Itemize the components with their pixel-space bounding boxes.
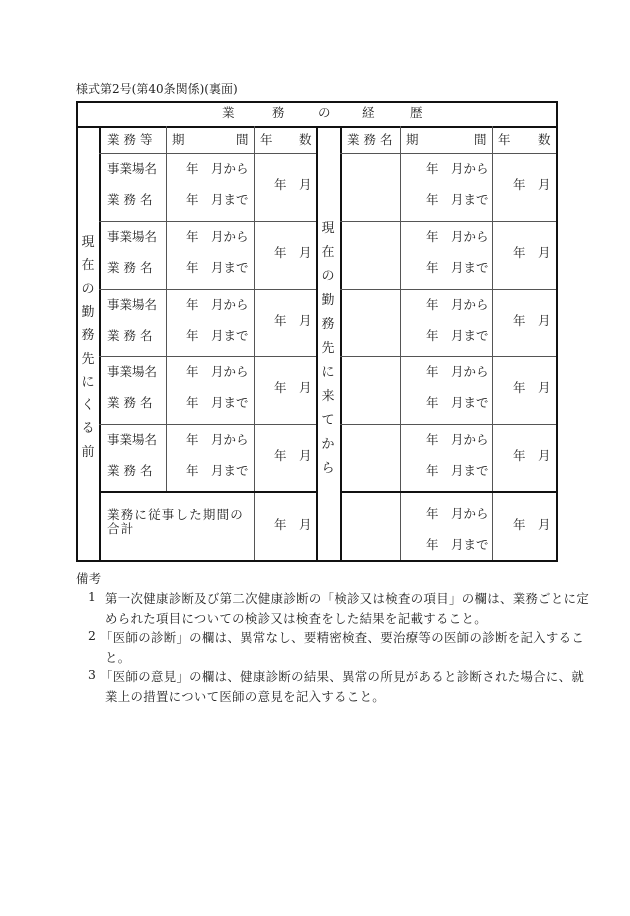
table-heading-char: 務 xyxy=(272,105,285,120)
table-heading-char: 業 xyxy=(222,105,235,120)
note-line: 業上の措置について医師の意見を記入すること。 xyxy=(105,688,386,704)
period-from: 年 月から xyxy=(426,506,489,521)
middle-vertical-label-char: か xyxy=(321,437,335,452)
divider xyxy=(340,221,556,222)
period-from: 年 月から xyxy=(186,297,249,312)
left-vertical-label-char: 現 xyxy=(81,235,95,250)
note-line: 「医師の診断」の欄は、異常なし、要精密検査、要治療等の医師の診断を記入するこ xyxy=(100,630,585,645)
right-header-years-b: 数 xyxy=(538,132,551,147)
left-vertical-label-char: 在 xyxy=(81,258,95,274)
row-label-job: 業 務 名 xyxy=(107,192,153,207)
note-number: 2 xyxy=(88,628,97,643)
middle-vertical-label-char: の xyxy=(321,269,335,284)
period-from: 年 月から xyxy=(426,297,489,312)
years-months: 年 月 xyxy=(513,245,551,260)
right-header-period-b: 間 xyxy=(474,132,487,147)
years-months: 年 月 xyxy=(513,177,551,192)
divider xyxy=(166,126,167,491)
notes-heading: 備考 xyxy=(76,571,102,586)
divider xyxy=(99,356,316,357)
note-line: 第一次健康診断及び第二次健康診断の「検診又は検査の項目」の欄は、業務ごとに定 xyxy=(105,591,590,606)
row-label-workplace: 事業場名 xyxy=(107,229,158,244)
divider xyxy=(99,491,316,493)
period-to: 年 月まで xyxy=(426,463,489,478)
left-header-years-a: 年 xyxy=(260,132,273,147)
middle-vertical-label-char: て xyxy=(321,413,335,428)
period-from: 年 月から xyxy=(186,364,249,379)
period-from: 年 月から xyxy=(186,432,249,447)
row-label-job: 業 務 名 xyxy=(107,395,153,410)
middle-vertical-label-char: 勤 xyxy=(321,293,335,308)
divider xyxy=(340,289,556,290)
period-from: 年 月から xyxy=(186,229,249,244)
middle-vertical-label-char: 現 xyxy=(321,221,335,236)
period-to: 年 月まで xyxy=(426,260,489,275)
period-from: 年 月から xyxy=(426,432,489,447)
period-from: 年 月から xyxy=(186,161,249,176)
left-vertical-label-char: く xyxy=(81,398,95,414)
left-vertical-label-char: 前 xyxy=(81,444,95,460)
table-heading-char: 経 xyxy=(362,105,375,120)
table-heading-char: の xyxy=(318,105,331,120)
period-to: 年 月まで xyxy=(426,537,489,552)
period-from: 年 月から xyxy=(426,229,489,244)
row-label-workplace: 事業場名 xyxy=(107,297,158,312)
note-line: と。 xyxy=(105,649,131,665)
divider xyxy=(99,424,316,425)
period-from: 年 月から xyxy=(426,161,489,176)
table-heading-char: 歴 xyxy=(410,105,423,120)
right-header-work: 業 務 名 xyxy=(347,132,393,147)
row-label-job: 業 務 名 xyxy=(107,260,153,275)
divider xyxy=(340,491,556,493)
form-title: 様式第2号(第40条関係)(裏面) xyxy=(76,82,238,96)
years-months: 年 月 xyxy=(274,245,312,260)
left-vertical-label-char: る xyxy=(81,421,95,437)
divider xyxy=(254,126,255,560)
period-to: 年 月まで xyxy=(186,192,249,207)
right-header-years-a: 年 xyxy=(498,132,511,147)
years-months: 年 月 xyxy=(274,313,312,328)
left-vertical-label-char: の xyxy=(81,281,95,297)
left-header-years-b: 数 xyxy=(299,132,312,147)
period-to: 年 月まで xyxy=(426,192,489,207)
period-to: 年 月まで xyxy=(186,328,249,343)
period-to: 年 月まで xyxy=(186,463,249,478)
divider xyxy=(340,424,556,425)
middle-vertical-label-char: 来 xyxy=(321,389,335,404)
divider xyxy=(400,126,401,560)
divider xyxy=(340,356,556,357)
row-label-job: 業 務 名 xyxy=(107,328,153,343)
years-months: 年 月 xyxy=(513,448,551,463)
middle-vertical-label-char: 先 xyxy=(321,341,335,356)
row-label-workplace: 事業場名 xyxy=(107,432,158,447)
years-months: 年 月 xyxy=(274,380,312,395)
period-from: 年 月から xyxy=(426,364,489,379)
years-months: 年 月 xyxy=(513,380,551,395)
row-label-workplace: 事業場名 xyxy=(107,161,158,176)
left-vertical-label-char: 務 xyxy=(81,328,95,344)
period-to: 年 月まで xyxy=(186,395,249,410)
left-header-work: 業 務 等 xyxy=(107,132,153,147)
divider xyxy=(76,101,558,103)
years-months: 年 月 xyxy=(513,517,551,532)
note-number: 1 xyxy=(88,589,97,604)
total-period-label: 業務に従事した期間の合計 xyxy=(107,507,245,536)
divider xyxy=(76,560,558,562)
left-vertical-label-char: 勤 xyxy=(81,304,95,320)
note-number: 3 xyxy=(88,667,97,682)
left-header-period-b: 間 xyxy=(236,132,249,147)
middle-vertical-label-char: ら xyxy=(321,461,335,476)
period-to: 年 月まで xyxy=(426,395,489,410)
middle-vertical-label-char: 務 xyxy=(321,317,335,332)
row-label-workplace: 事業場名 xyxy=(107,364,158,379)
middle-vertical-label-char: 在 xyxy=(321,245,335,260)
years-months: 年 月 xyxy=(274,177,312,192)
row-label-job: 業 務 名 xyxy=(107,463,153,478)
total-years: 年 月 xyxy=(274,517,312,532)
period-to: 年 月まで xyxy=(426,328,489,343)
left-header-period-a: 期 xyxy=(172,132,185,147)
period-to: 年 月まで xyxy=(186,260,249,275)
divider xyxy=(99,153,316,154)
years-months: 年 月 xyxy=(274,448,312,463)
right-header-period-a: 期 xyxy=(406,132,419,147)
note-line: 「医師の意見」の欄は、健康診断の結果、異常の所見があると診断された場合に、就 xyxy=(100,669,585,684)
left-vertical-label-char: 先 xyxy=(81,351,95,367)
middle-vertical-label-char: に xyxy=(321,365,335,380)
divider xyxy=(340,126,342,560)
divider xyxy=(492,126,493,560)
divider xyxy=(99,289,316,290)
left-vertical-label-char: に xyxy=(81,374,95,390)
divider xyxy=(556,101,558,562)
years-months: 年 月 xyxy=(513,313,551,328)
divider xyxy=(340,153,556,154)
divider xyxy=(99,221,316,222)
note-line: められた項目についての検診又は検査をした結果を記載すること。 xyxy=(105,610,487,626)
